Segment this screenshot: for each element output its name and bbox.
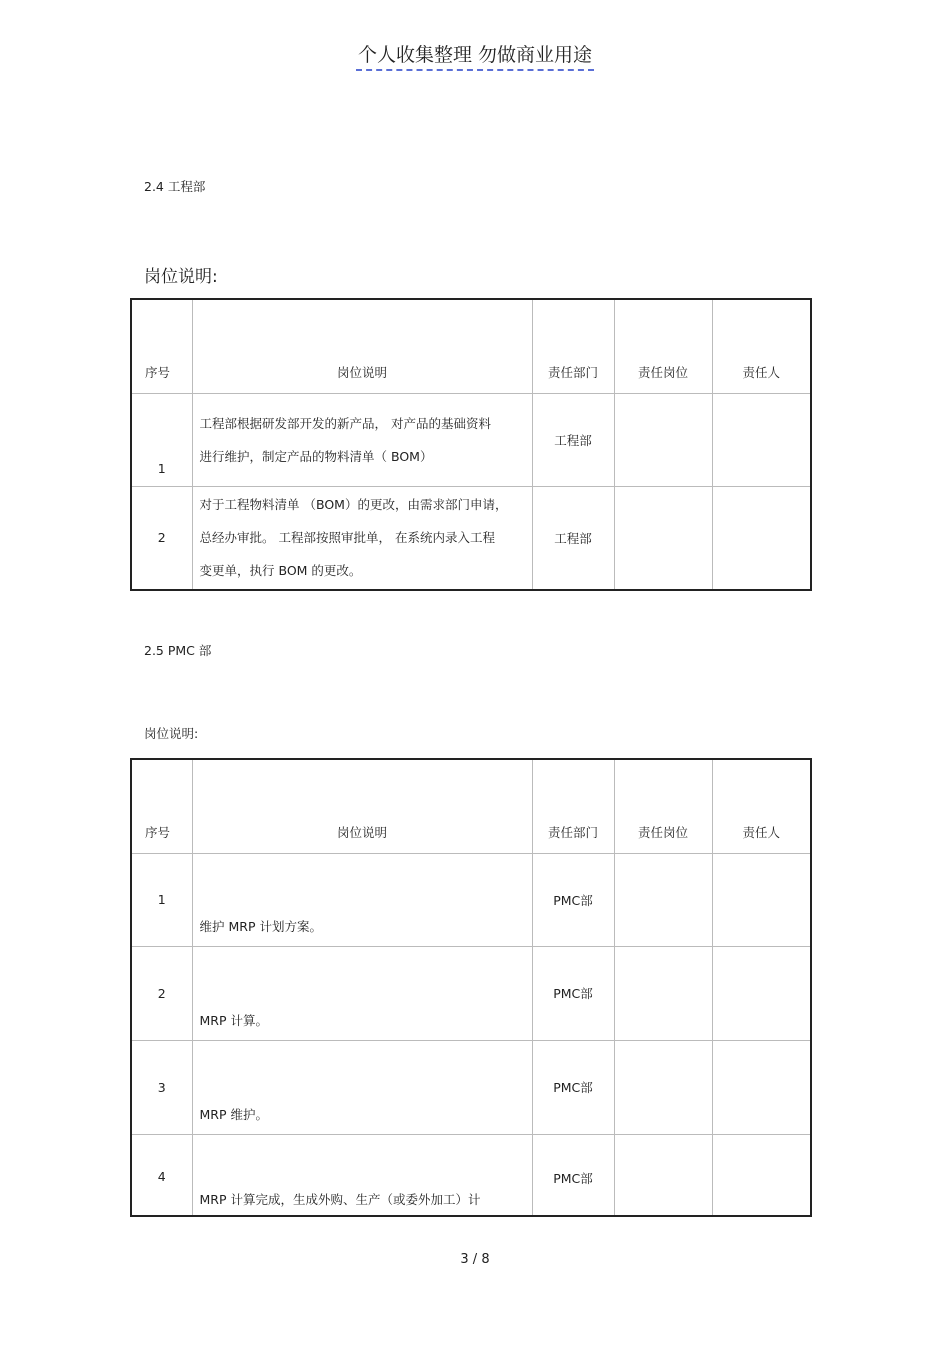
row-dept: PMC部 [532,1040,614,1134]
desc-line: 工程部根据研发部开发的新产品， 对产品的基础资料 [199,415,491,431]
page-number: 3 / 8 [460,1252,490,1267]
row-seq: 2 [131,486,192,590]
row-desc [192,486,532,590]
row-person [712,1040,811,1134]
row-person [712,853,811,946]
row-seq: 1 [131,853,192,946]
table-row [131,1040,811,1134]
job-description-label: 岗位说明: [144,726,199,741]
row-dept: 工程部 [532,486,614,590]
col-header-dept: 责任部门 [532,759,614,853]
row-post [614,393,712,486]
job-description-heading: 岗位说明: [144,267,218,287]
row-person [712,946,811,1040]
row-seq: 1 [131,393,192,486]
row-desc: 维护 MRP 计划方案。 [192,853,532,946]
row-dept: PMC部 [532,853,614,946]
section-title-engineering: 2.4 工程部 [144,179,206,194]
row-desc: MRP 计算完成，生成外购、生产（或委外加工）计 [192,1134,532,1216]
header-text: 个人收集整理 勿做商业用途 [356,44,594,71]
table-header-row [131,299,811,393]
pmc-table [130,758,812,1217]
table-row [131,853,811,946]
col-header-post: 责任岗位 [614,759,712,853]
col-header-seq: 序号 [131,759,192,853]
table-row [131,946,811,1040]
row-desc [192,393,532,486]
row-dept: PMC部 [532,946,614,1040]
col-header-desc: 岗位说明 [192,299,532,393]
row-post [614,946,712,1040]
engineering-table [130,298,812,591]
table-header-row [131,759,811,853]
col-header-person: 责任人 [712,299,811,393]
row-desc: MRP 维护。 [192,1040,532,1134]
table-row [131,486,811,590]
page-header [0,40,950,67]
row-person [712,393,811,486]
desc-line: 对于工程物料清单 （BOM）的更改，由需求部门申请， [199,497,508,513]
desc-line: 总经办审批。 工程部按照审批单， 在系统内录入工程 [199,530,495,546]
row-seq: 4 [131,1134,192,1216]
col-header-post: 责任岗位 [614,299,712,393]
desc-line: 变更单，执行 BOM 的更改。 [199,563,362,579]
col-header-dept: 责任部门 [532,299,614,393]
col-header-desc: 岗位说明 [192,759,532,853]
row-post [614,853,712,946]
col-header-seq: 序号 [131,299,192,393]
row-seq: 3 [131,1040,192,1134]
row-post [614,1040,712,1134]
table-row [131,1134,811,1216]
row-person [712,1134,811,1216]
section-title-pmc: 2.5 PMC 部 [144,643,212,658]
row-person [712,486,811,590]
row-desc: MRP 计算。 [192,946,532,1040]
row-post [614,1134,712,1216]
row-post [614,486,712,590]
row-dept: PMC部 [532,1134,614,1216]
desc-line: 进行维护，制定产品的物料清单（ BOM） [199,448,433,464]
row-seq: 2 [131,946,192,1040]
row-dept: 工程部 [532,393,614,486]
col-header-person: 责任人 [712,759,811,853]
table-row [131,393,811,486]
